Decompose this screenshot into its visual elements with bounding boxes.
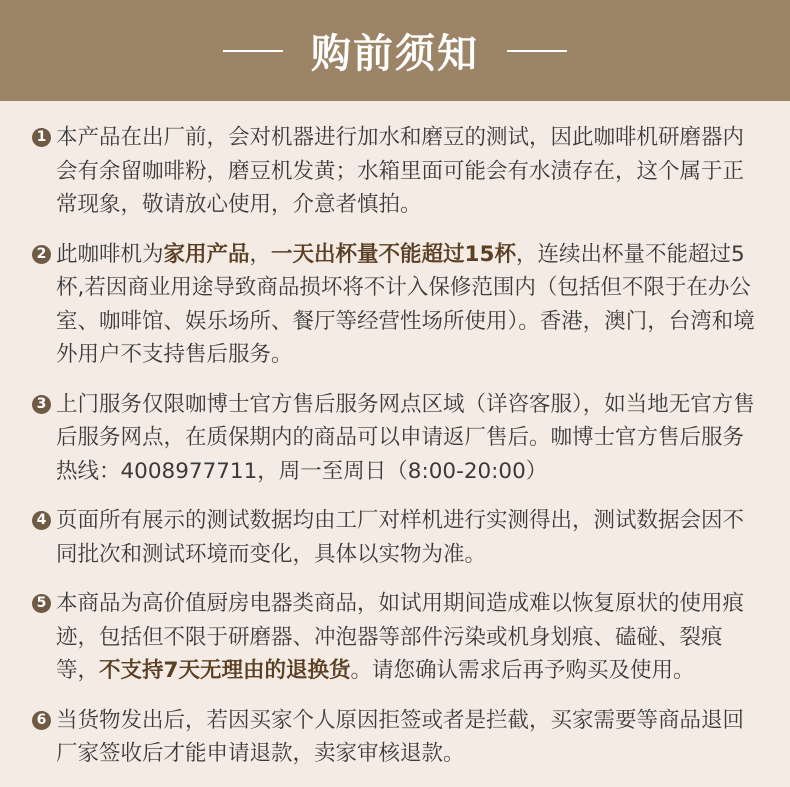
body-text: 页面所有展示的测试数据均由工厂对样机进行实测得出，测试数据会因不同批次和测试环境而变化，具体以实物为准。 bbox=[56, 508, 745, 567]
notice-text bbox=[56, 238, 762, 372]
notice-item bbox=[32, 587, 762, 688]
item-number-badge: 6 bbox=[32, 711, 51, 730]
item-number-badge: 5 bbox=[32, 594, 51, 613]
notice-item bbox=[32, 388, 762, 489]
body-text: 上门服务仅限咖博士官方售后服务网点区域（详咨客服），如当地无官方售后服务网点，在质保期内的商品可以申请返厂售后。咖博士官方售后服务热线：4008977711，周一至周日（8:00-20:00） bbox=[56, 391, 755, 484]
item-number-badge: 3 bbox=[32, 395, 51, 414]
notice-text bbox=[56, 704, 762, 771]
notice-text bbox=[56, 504, 762, 571]
notice-text bbox=[56, 121, 762, 222]
body-text: 此咖啡机为 bbox=[56, 241, 164, 267]
notice-item bbox=[32, 704, 762, 771]
header-banner bbox=[0, 0, 790, 101]
notice-text bbox=[56, 587, 762, 688]
emphasis-text: 家用产品 bbox=[163, 241, 250, 267]
body-text: 本商品为高价值厨房电器类商品，如试用期间造成难以恢复原状的使用痕迹，包括但不限于研磨器、冲泡器等部件污染或机身划痕、磕碰、裂痕等， bbox=[56, 591, 745, 683]
item-number-badge: 2 bbox=[32, 245, 51, 264]
notice-item bbox=[32, 238, 762, 372]
emphasis-text: 一天出杯量不能超过15杯 bbox=[271, 241, 516, 267]
body-text: 。请您确认需求后再予购买及使用。 bbox=[350, 658, 695, 683]
body-text: 本产品在出厂前，会对机器进行加水和磨豆的测试，因此咖啡机研磨器内会有余留咖啡粉，磨豆机发黄；水箱里面可能会有水渍存在，这个属于正常现象，敬请放心使用，介意者慎拍。 bbox=[56, 125, 745, 217]
header-left-rule bbox=[223, 50, 283, 52]
body-text: ， bbox=[249, 241, 272, 267]
body-text: 当货物发出后，若因买家个人原因拒签或者是拦截，买家需要等商品退回厂家签收后才能申请退款，卖家审核退款。 bbox=[56, 707, 745, 766]
header-right-rule bbox=[507, 50, 567, 52]
notice-text bbox=[56, 388, 762, 489]
body-text: ，连续出杯量不能超过5杯,若因商业用途导致商品损坏将不计入保修范围内（包括但不限于在办公室、咖啡馆、娱乐场所、餐厅等经营性场所使用）。香港，澳门，台湾和境外用户不支持售后服务。 bbox=[56, 241, 755, 367]
notice-item bbox=[32, 504, 762, 571]
item-number-badge: 4 bbox=[32, 511, 51, 530]
item-number-badge: 1 bbox=[32, 128, 51, 147]
notice-item bbox=[32, 121, 762, 222]
emphasis-text: 不支持7天无理由的退换货 bbox=[99, 658, 351, 683]
notice-list bbox=[0, 101, 790, 771]
page-title: 购前须知 bbox=[311, 31, 479, 77]
